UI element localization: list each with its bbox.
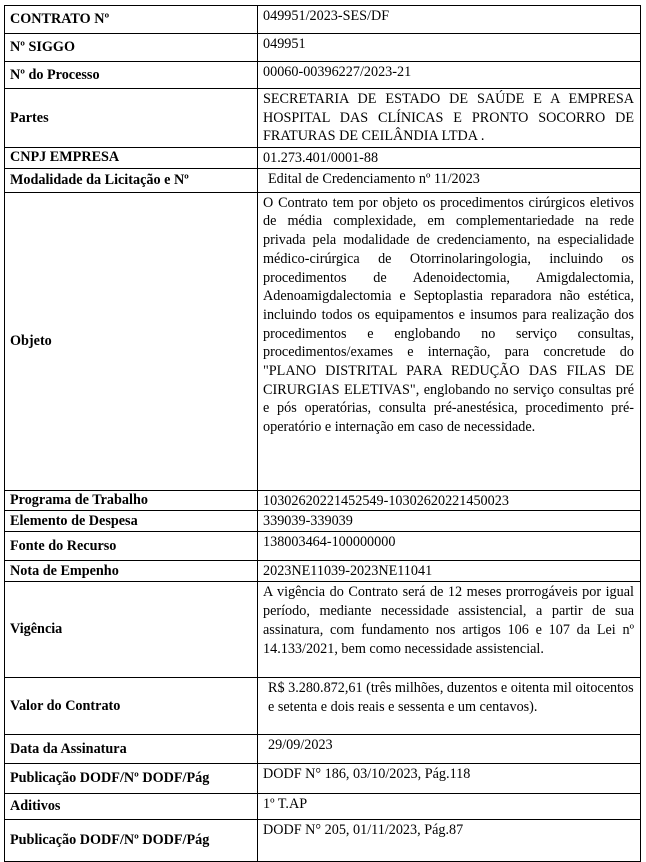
row-label: Fonte do Recurso [5,532,258,561]
table-row [5,820,641,862]
row-label: CNPJ EMPRESA [5,148,258,169]
row-value: 1º T.AP [258,794,641,820]
row-value: 10302620221452549-10302620221450023 [258,490,641,511]
row-value: 01.273.401/0001-88 [258,148,641,169]
row-value: Edital de Credenciamento nº 11/2023 [258,168,641,192]
row-value: SECRETARIA DE ESTADO DE SAÚDE E A EMPRESA HOSPITAL DAS CLÍNICAS E PRONTO SOCORRO DE FRATURAS DE CEILÂNDIA LTDA . [258,89,641,148]
row-label: Nº do Processo [5,62,258,89]
table-row [5,794,641,820]
table-row [5,582,641,678]
row-value: 339039-339039 [258,511,641,532]
contract-summary-table [4,5,641,862]
row-value: A vigência do Contrato será de 12 meses prorrogáveis por igual período, mediante necessidade assistencial, a partir de sua assinatura, com fundamento nos artigos 106 e 107 da Lei nº 14.133/2021, bem como necessidade assistencial. [258,582,641,678]
row-value: DODF N° 205, 01/11/2023, Pág.87 [258,820,641,862]
row-label: Aditivos [5,794,258,820]
table-row [5,192,641,490]
row-label: Publicação DODF/Nº DODF/Pág [5,764,258,794]
row-label: Nota de Empenho [5,561,258,582]
row-label: Objeto [5,192,258,490]
row-label: Programa de Trabalho [5,490,258,511]
table-row [5,561,641,582]
row-label: Publicação DODF/Nº DODF/Pág [5,820,258,862]
row-label: CONTRATO Nº [5,6,258,34]
table-row [5,678,641,735]
table-row [5,490,641,511]
row-value: 00060-00396227/2023-21 [258,62,641,89]
row-label: Nº SIGGO [5,34,258,62]
row-value: DODF N° 186, 03/10/2023, Pág.118 [258,764,641,794]
table-row [5,511,641,532]
row-value: 29/09/2023 [258,735,641,764]
row-value: 049951/2023-SES/DF [258,6,641,34]
table-row [5,89,641,148]
table-row [5,168,641,192]
row-label: Vigência [5,582,258,678]
table-row [5,6,641,34]
table-row [5,62,641,89]
row-label: Data da Assinatura [5,735,258,764]
row-value: R$ 3.280.872,61 (três milhões, duzentos e oitenta mil oitocentos e setenta e dois reais e sessenta e um centavos). [258,678,641,735]
row-value: 138003464-100000000 [258,532,641,561]
row-label: Modalidade da Licitação e Nº [5,168,258,192]
row-label: Valor do Contrato [5,678,258,735]
row-value: 2023NE11039-2023NE11041 [258,561,641,582]
table-row [5,148,641,169]
row-label: Elemento de Despesa [5,511,258,532]
row-value: 049951 [258,34,641,62]
row-value: O Contrato tem por objeto os procedimentos cirúrgicos eletivos de média complexidade, em complementariedade na rede privada pela modalidade de credenciamento, na especialidade médico-cirúrgica de Otorrinolaringologia, incluindo os procedimentos de Adenoidectomia, Amigdalectomia, Adenoamigdalectomia e Septoplastia reparadora não estética, incluindo todos os equipamentos e insumos para realização dos procedimentos e englobando no serviço consultas, procedimentos/exames e internação, para concretude do "PLANO DISTRITAL PARA REDUÇÃO DAS FILAS DE CIRURGIAS ELETIVAS", englobando no serviço consultas pré e pós operatórias, consulta pré-anestésica, procedimento pré-operatório e internação em caso de necessidade. [258,192,641,490]
table-row [5,764,641,794]
table-row [5,34,641,62]
row-label: Partes [5,89,258,148]
table-row [5,735,641,764]
table-row [5,532,641,561]
